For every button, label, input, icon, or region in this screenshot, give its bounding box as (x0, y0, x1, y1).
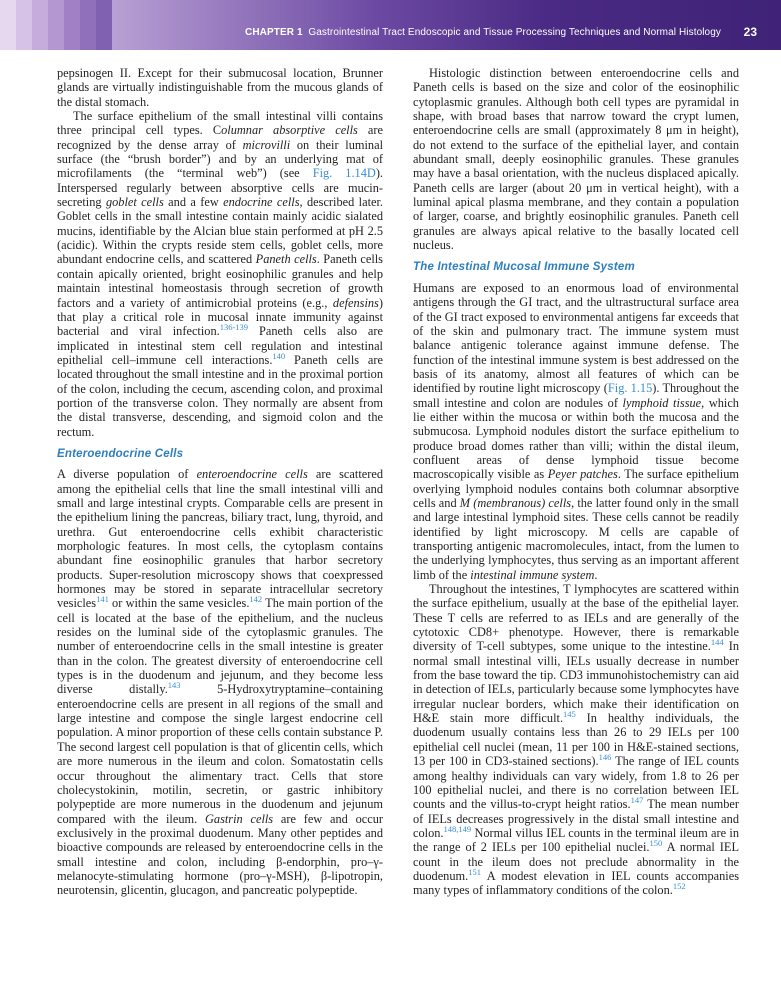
page-number: 23 (743, 25, 757, 39)
chapter-label: CHAPTER 1 (245, 27, 303, 38)
page-header (0, 0, 781, 50)
left-column (57, 66, 383, 898)
paragraph: Humans are exposed to an enormous load of environmental antigens through the GI tract, and the ultrastructural surface area of the GI tract exposed to environmental antigens far exceeds that of the skin and pulmonary tract. The immune system must balance antigenic tolerance against immune defense. The function of the intestinal immune system is best addressed on the basis of its anatomy, almost all features of which can be identified by routine light microscopy (Fig. 1.15). Throughout the small intestine and colon are nodules of lymphoid tissue, which lie either within the mucosa or within both the mucosa and the submucosa. Lymphoid nodules distort the surface epithelium to produce broad domes rather than villi; within the distal ileum, confluent areas of dense lymphoid tissue become macroscopically visible as Peyer patches. The surface epithelium overlying lymphoid nodules contains both columnar absorptive cells and M (membranous) cells, the latter found only in the small and large intestinal lymphoid sites. These cells cannot be readily identified by light microscopy. M cells are capable of transporting antigenic macromolecules, intact, from the lumen to the underlying lymphocytes, thus serving as an important afferent limb of the intestinal immune system. (413, 280, 740, 582)
header-stripe (48, 0, 64, 50)
header-stripe (0, 0, 16, 50)
header-stripe (96, 0, 112, 50)
citation-link[interactable]: 144 (710, 637, 724, 648)
paragraph: The surface epithelium of the small intestinal villi contains three principal cell types. Columnar absorptive cells are recognized by the dense array of microvilli on their luminal surface (the “brush border”) and by an underlying mat of microfilaments (the “terminal web”) (see Fig. 1.14D). Interspersed regularly between absorptive cells are mucin-secreting goblet cells and a few endocrine cells, described later. Goblet cells in the small intestine contain mainly acidic sialated mucins, identifiable by the Alcian blue stain performed at pH 2.5 (acidic). Within the crypts reside stem cells, goblet cells, more abundant endocrine cells, and scattered Paneth cells. Paneth cells contain apically oriented, bright eosinophilic granules and help maintain intestinal homeostasis through secretion of growth factors and a variety of antimicrobial proteins (e.g., defensins) that play a critical role in mucosal innate immunity against bacterial and viral infection.$^{136-139}$ Paneth cells also are implicated in intestinal stem cell regulation and intestinal epithelial cell–immune cell interactions.$^{140}$ Paneth cells are located throughout the small intestine and in the proximal portion of the colon, including the cecum, ascending colon, and proximal portion of the transverse colon. They normally are absent from the distal transverse, descending, and sigmoid colon and the rectum. (57, 109, 384, 439)
figure-link[interactable]: Fig. 1.14D (312, 166, 376, 181)
citation-link[interactable]: 148,149 (443, 823, 472, 834)
citation-link[interactable]: 147 (630, 795, 644, 806)
citation-link[interactable]: 152 (672, 881, 686, 892)
citation-link[interactable]: 146 (598, 752, 612, 763)
citation-link[interactable]: 142 (249, 594, 263, 605)
citation-link[interactable]: 141 (96, 594, 109, 605)
citation-link[interactable]: 145 (563, 709, 576, 720)
paragraph: A diverse population of enteroendocrine cells are scattered among the epithelial cells that line the small intestinal villi and small and large intestinal crypts. Comparable cells are present in the epithelium lining the pancreas, biliary tract, lung, thyroid, and urethra. Gut enteroendocrine cells exhibit characteristic morphologic features. In most cells, the cytoplasm contains abundant fine eosinophilic granules that harbor secretory products. Super-resolution microscopy shows that coexpressed hormones may be stored in separate intracellular secretory vesicles$^{141}$ or within the same vesicles.$^{142}$ The main portion of the cell is located at the base of the epithelium, and the nucleus resides on the luminal side of the cytoplasmic granules. The number of enteroendocrine cells in the small intestine is greater than in the colon. The greatest diversity of enteroendocrine cell types is in the duodenum and jejunum, and they become less diverse distally.$^{143}$ 5-Hydroxytryptamine–containing enteroendocrine cells are present in all regions of the small and large intestine and compose the single largest endocrine cell population. A minor proportion of these cells contain substance P. The second largest cell population is that of glicentin cells, which are more numerous in the ileum and colon. Somatostatin cells occur throughout the alimentary tract. Cells that store cholecystokinin, motilin, secretin, or gastric inhibitory polypeptide are more numerous in the duodenum and jejunum compared with the ileum. Gastrin cells are few and occur exclusively in the proximal duodenum. Many other peptides and bioactive compounds are released by enteroendocrine cells in the small intestine and colon, including β-endorphin, pro–γ-melanocyte-stimulating hormone (pro–γ-MSH), β-lipotropin, neurotensin, glicentin, glucagon, and pancreatic polypeptide. (57, 467, 384, 898)
chapter-title: Gastrointestinal Tract Endoscopic and Tissue Processing Techniques and Normal Histology (308, 27, 721, 38)
citation-link[interactable]: 140 (272, 350, 286, 361)
running-header (245, 27, 721, 38)
section-heading: The Intestinal Mucosal Immune System (413, 261, 635, 274)
citation-link[interactable]: 150 (649, 838, 663, 849)
citation-link[interactable]: 151 (468, 866, 481, 877)
paragraph: Throughout the intestines, T lymphocytes are scattered within the surface epithelium, usually at the base of the epithelial layer. These T cells are referred to as IELs and are generally of the cytotoxic CD8+ phenotype. However, there is remarkable diversity of T-cell subtypes, some unique to the intestine.$^{144}$ In normal small intestinal villi, IELs usually decrease in number from the base toward the tip. CD3 immunohistochemistry can aid in detection of IELs, particularly because some lymphocytes have irregular nuclear borders, which make their identification on H&E stain more difficult.$^{145}$ In healthy individuals, the duodenum usually contains less than 26 to 29 IELs per 100 epithelial cell nuclei (mean, 11 per 100 in H&E-stained sections, 13 per 100 in CD3-stained sections).$^{146}$ The range of IEL counts among healthy individuals can vary widely, from 1.8 to 26 per 100 epithelial nuclei, and there is no correlation between IEL counts and the villus-to-crypt height ratios.$^{147}$ The mean number of IELs decreases progressively in the distal small intestine and colon.$^{148,149}$ Normal villus IEL counts in the terminal ileum are in the range of 2 IELs per 100 epithelial nuclei.$^{150}$ A normal IEL count in the ileum does not preclude abnormality in the duodenum.$^{151}$ A modest elevation in IEL counts accompanies many types of inflammatory conditions of the colon.$^{152}$ (413, 582, 740, 898)
header-stripe (80, 0, 96, 50)
header-stripe (32, 0, 48, 50)
citation-link[interactable]: 136-139 (219, 322, 249, 333)
paragraph: Histologic distinction between enteroendocrine cells and Paneth cells is based on the size and color of the eosinophilic cytoplasmic granules. Although both cell types are pyramidal in shape, with broad bases that narrow toward the crypt lumen, enteroendocrine cells are small (approximately 8 μm in height), do not extend to the surface of the epithelial layer, and contain abundant small, deeply eosinophilic granules. These granules may have a basal orientation, with the nucleus displaced apically. Paneth cells are larger (about 20 μm in vertical height), with a luminal apical plasma membrane, and they contain a population of larger, coarse, and brightly eosinophilic granules. Paneth cell granules are always apical relative to the basally located cell nucleus. (413, 66, 739, 253)
right-column (413, 66, 739, 898)
section-heading: Enteroendocrine Cells (57, 447, 184, 460)
citation-link[interactable]: 143 (167, 680, 181, 691)
header-stripe (64, 0, 80, 50)
figure-link[interactable]: Fig. 1.15 (607, 381, 653, 396)
header-stripe (16, 0, 32, 50)
paragraph: pepsinogen II. Except for their submucosal location, Brunner glands are virtually indistinguishable from the mucous glands of the distal stomach. (57, 66, 383, 109)
